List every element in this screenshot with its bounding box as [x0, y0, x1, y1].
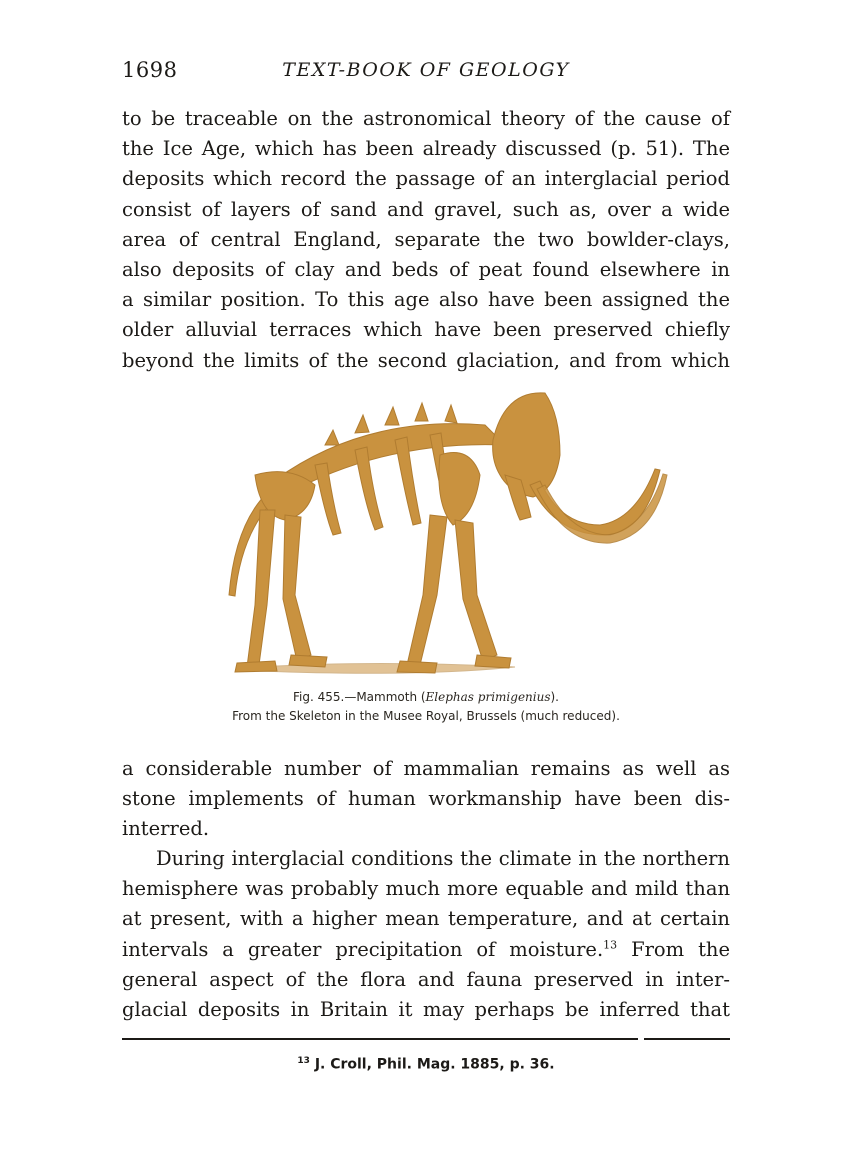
- text-line: During interglacial conditions the climate in the northern: [156, 847, 730, 870]
- text-line: interred.: [122, 817, 210, 841]
- mammoth-skeleton-illustration: [215, 385, 685, 685]
- footnote-divider: [644, 1038, 730, 1040]
- figure-caption-source: From the Skeleton in the Musee Royal, Brussels (much reduced).: [232, 709, 620, 723]
- caption-prefix: Fig. 455.—Mammoth (: [292, 690, 426, 704]
- paragraph-3: [122, 844, 730, 1025]
- text-segment: intervals a greater precipitation of moisture.: [122, 937, 604, 961]
- figure-caption: [122, 690, 730, 704]
- paragraph-2: [122, 754, 730, 845]
- text-line: beyond the limits of the second glaciation, and from which: [122, 348, 730, 372]
- text-line: [122, 935, 730, 965]
- paragraph-1: [122, 104, 730, 376]
- text-line: a similar position. To this age also have been assigned the: [122, 288, 730, 312]
- text-line: general aspect of the flora and fauna preserved in inter-: [122, 967, 730, 991]
- caption-suffix: ).: [550, 690, 559, 704]
- text-line: to be traceable on the astronomical theory of the cause of: [122, 107, 730, 130]
- text-line: also deposits of clay and beds of peat found elsewhere in: [122, 257, 730, 281]
- text-line: glacial deposits in Britain it may perhaps be inferred that: [122, 997, 730, 1021]
- text-line: consist of layers of sand and gravel, such as, over a wide: [122, 197, 730, 221]
- footnote-number: 13: [297, 1056, 310, 1066]
- footnote-divider: [122, 1038, 638, 1040]
- text-line: a considerable number of mammalian remains as well as: [122, 757, 730, 780]
- text-segment: From the: [631, 937, 731, 961]
- footnote: [122, 1056, 730, 1073]
- text-line: area of central England, separate the two bowlder-clays,: [122, 227, 730, 251]
- text-line: older alluvial terraces which have been preserved chiefly: [122, 318, 730, 342]
- text-line: at present, with a higher mean temperature, and at certain: [122, 907, 730, 931]
- caption-species: Elephas primigenius: [425, 690, 551, 704]
- text-line: deposits which record the passage of an interglacial period: [122, 167, 730, 191]
- page-number: 1698: [122, 58, 178, 82]
- text-line: the Ice Age, which has been already discussed (p. 51). The: [122, 137, 730, 161]
- text-line: hemisphere was probably much more equable and mild than: [122, 877, 730, 901]
- footnote-reference[interactable]: 13: [603, 938, 618, 952]
- footnote-text: J. Croll, Phil. Mag. 1885, p. 36.: [314, 1056, 555, 1073]
- page-header: [122, 58, 730, 88]
- running-title: TEXT-BOOK OF GEOLOGY: [282, 59, 570, 81]
- text-line: stone implements of human workmanship have been dis-: [122, 787, 730, 811]
